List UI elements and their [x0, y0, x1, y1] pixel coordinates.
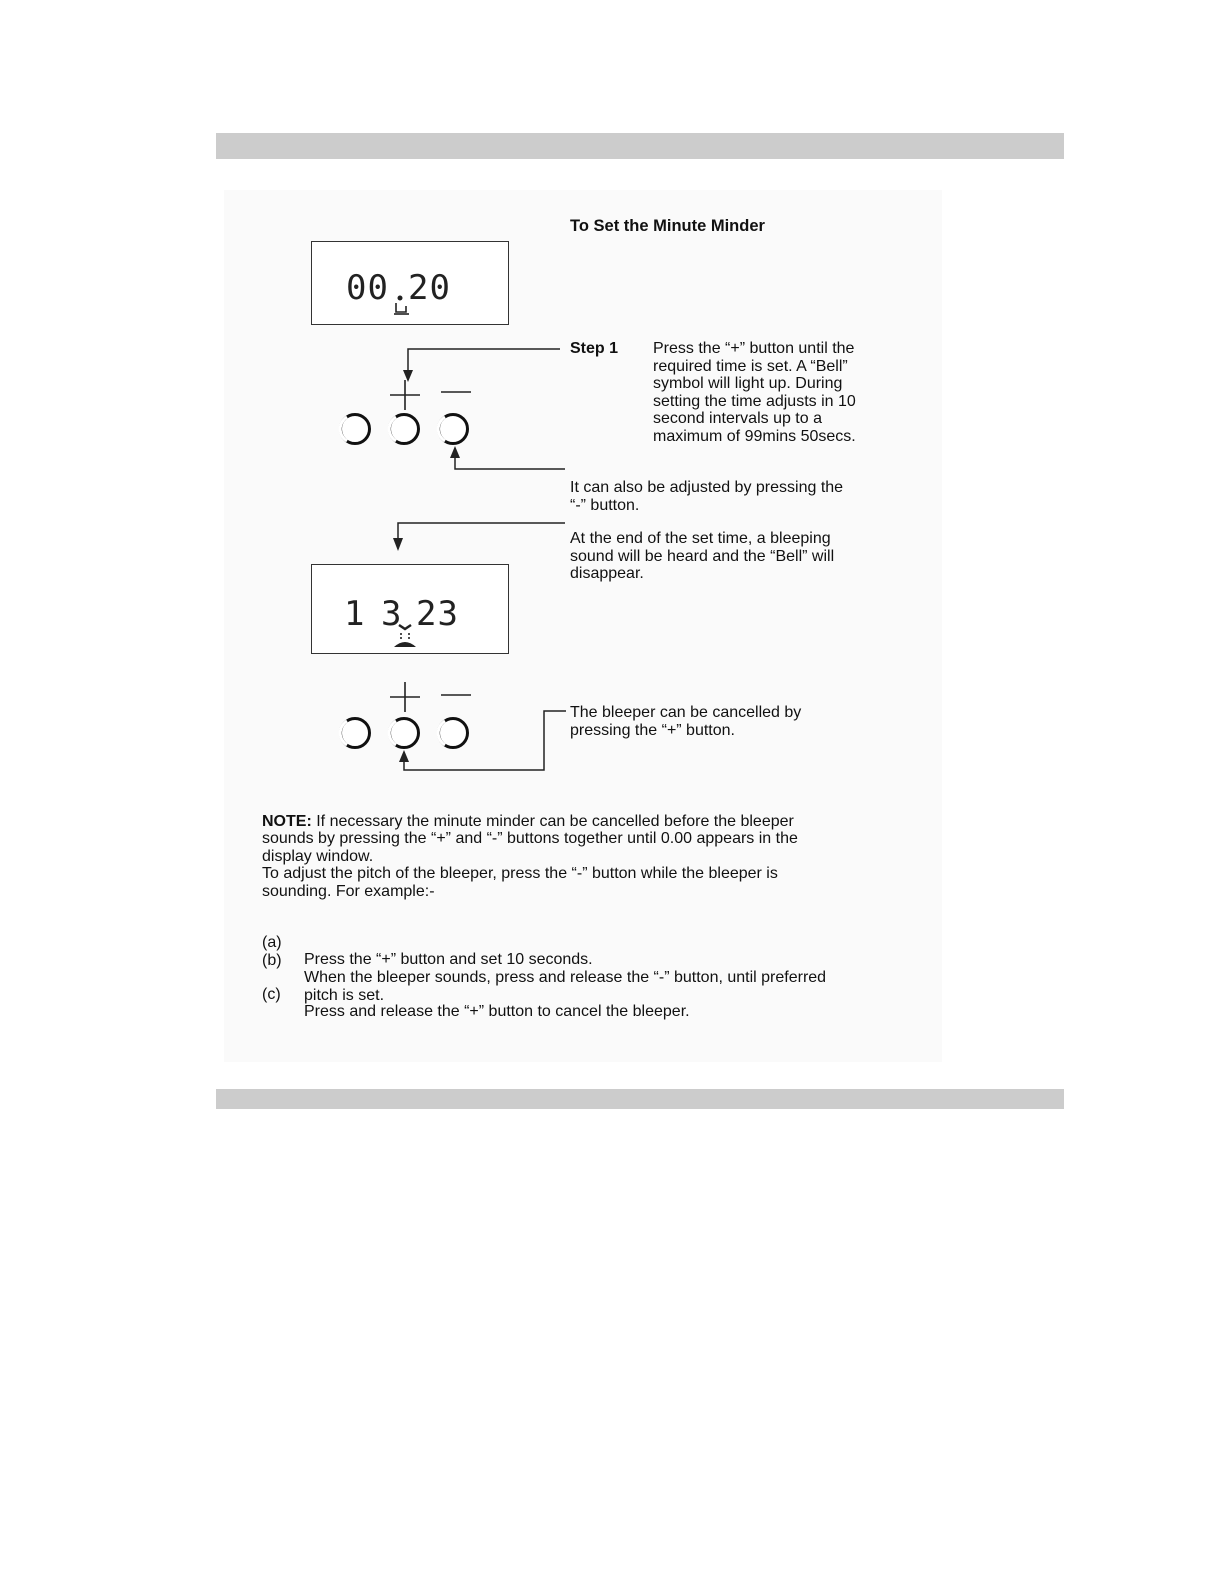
minus-button-2[interactable] — [436, 716, 470, 750]
end-of-time-text: At the end of the set time, a bleeping sound will be heard and the “Bell” will disappear. — [570, 530, 835, 582]
minus-label-icon-2 — [439, 692, 473, 698]
plus-label-icon — [388, 378, 422, 412]
list-item-text: Press the “+” button and set 10 seconds. — [304, 951, 593, 968]
mode-button-2[interactable] — [338, 716, 372, 750]
display-seconds: 20 — [408, 268, 451, 308]
display-hours: 1 3 — [344, 594, 400, 634]
bleeper-cancel-text: The bleeper can be cancelled by pressing the “+” button. — [570, 704, 802, 739]
note-text: If necessary the minute minder can be cancelled before the bleeper sounds by pressing the “+” and “-” buttons together until 0.00 appears in the display window. — [262, 812, 798, 865]
display-clock-minutes: 23 — [416, 594, 459, 634]
note-paragraph — [262, 795, 882, 865]
list-item-label: (a) — [262, 933, 282, 951]
bell-icon — [392, 294, 412, 318]
page-title: To Set the Minute Minder — [570, 217, 765, 235]
step1-label: Step 1 — [570, 340, 619, 357]
list-item-label: (c) — [262, 985, 281, 1003]
plus-label-icon-2 — [388, 680, 422, 714]
step1-text: Press the “+” button until the required time is set. A “Bell” symbol will light up. During setting the time adjusts in 10 second intervals up to a maximum of 99mins 50secs. — [653, 340, 856, 445]
pitch-intro-text: To adjust the pitch of the bleeper, press the “-” button while the bleeper is sounding. For example:- — [262, 865, 778, 900]
timer-display-clock — [311, 564, 509, 654]
list-item-text: Press and release the “+” button to cancel the bleeper. — [304, 1003, 690, 1020]
timer-display-set — [311, 241, 509, 325]
plus-button[interactable] — [387, 412, 421, 446]
list-item-text: When the bleeper sounds, press and release the “-” button, until preferred pitch is set. — [304, 969, 827, 1004]
plus-button-2[interactable] — [387, 716, 421, 750]
footer-bar — [216, 1089, 1064, 1109]
note-label: NOTE: — [262, 812, 312, 830]
mode-button[interactable] — [338, 412, 372, 446]
bell-flashing-icon — [390, 615, 420, 649]
adjust-minus-text: It can also be adjusted by pressing the “-” button. — [570, 479, 844, 514]
list-item — [262, 934, 902, 1004]
minus-button[interactable] — [436, 412, 470, 446]
minus-label-icon — [439, 389, 473, 395]
list-item-label: (b) — [262, 951, 282, 969]
display-minutes: 00 — [346, 268, 389, 308]
list-item — [262, 916, 902, 968]
